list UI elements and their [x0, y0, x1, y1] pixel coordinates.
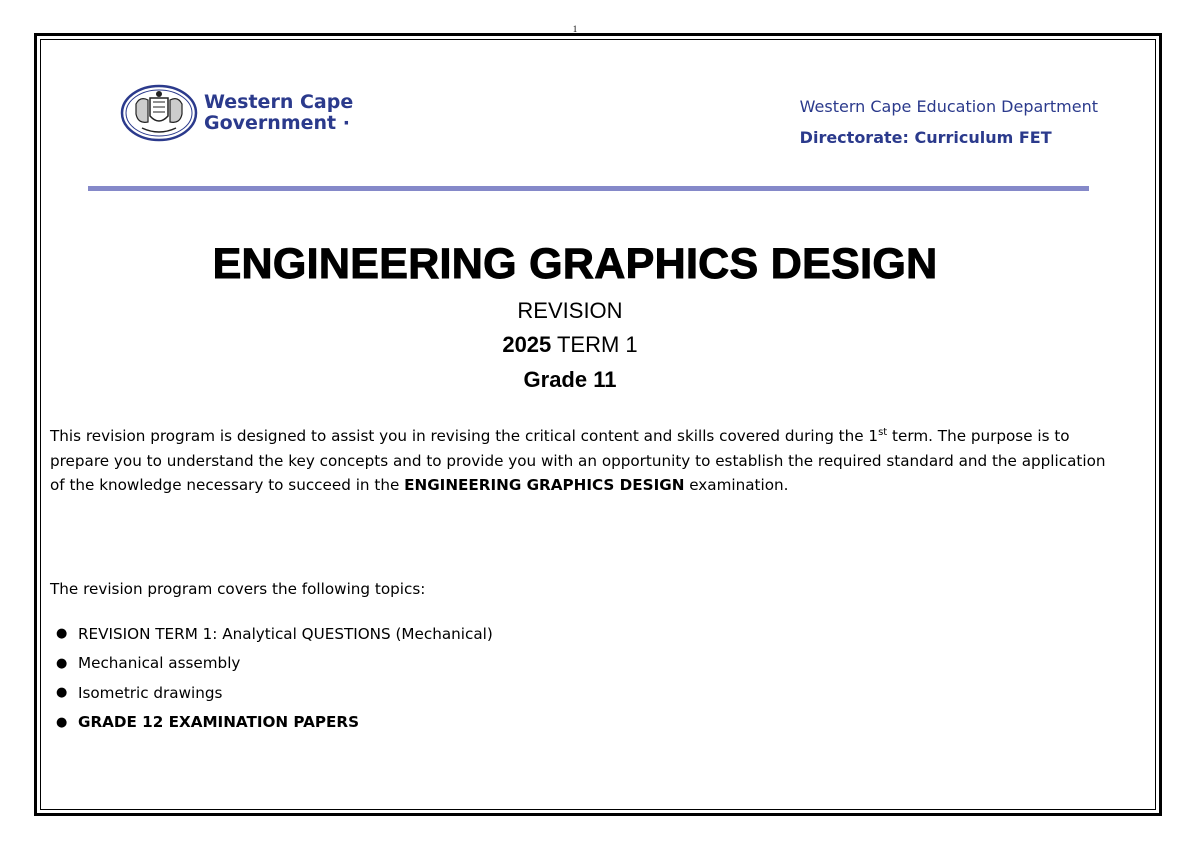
page-number: 1 [572, 24, 578, 34]
bullet-icon: ● [56, 685, 68, 701]
intro-text-3: examination. [684, 476, 789, 494]
subtitle-term-label: TERM 1 [551, 332, 638, 357]
department-header [800, 97, 1098, 147]
document-title: ENGINEERING GRAPHICS DESIGN [212, 240, 938, 288]
intro-paragraph [50, 424, 1110, 498]
logo-line-1: Western Cape [204, 91, 354, 113]
topic-label: REVISION TERM 1: Analytical QUESTIONS (Mechanical) [78, 624, 493, 643]
topics-intro: The revision program covers the following topics: [50, 580, 426, 598]
bullet-icon: ● [56, 626, 68, 642]
subtitle-grade: Grade 11 [523, 367, 617, 392]
department-name: Western Cape Education Department [799, 97, 1098, 116]
list-item [56, 619, 493, 649]
subtitle-revision: REVISION [517, 298, 623, 323]
subtitle-term [0, 332, 1140, 358]
list-item [56, 678, 493, 708]
logo-line-2: Government · [204, 112, 350, 134]
topic-label: Isometric drawings [78, 683, 223, 702]
coat-of-arms-icon [120, 84, 198, 142]
list-item [56, 649, 493, 679]
bullet-icon: ● [56, 655, 68, 671]
header-divider [88, 186, 1089, 191]
list-item [56, 708, 493, 738]
topic-label: Mechanical assembly [78, 654, 241, 673]
directorate-name: Directorate: Curriculum FET [799, 128, 1052, 147]
intro-subject-bold: ENGINEERING GRAPHICS DESIGN [404, 476, 685, 494]
wcg-logo [120, 84, 353, 142]
intro-text-1: This revision program is designed to assist you in revising the critical content and skills covered during the 1 [50, 427, 879, 445]
subtitle-year: 2025 [502, 332, 552, 357]
topic-label: GRADE 12 EXAMINATION PAPERS [78, 713, 360, 732]
logo-wordmark [204, 92, 353, 134]
intro-text-2: term. The purpose is to prepare you to understand the key concepts and to provide you with an opportunity to establish the required standard and the application of the knowledge necessary to succeed in the [50, 427, 1106, 494]
intro-superscript: st [878, 426, 888, 438]
bullet-icon: ● [56, 714, 68, 730]
topics-list [56, 619, 493, 737]
